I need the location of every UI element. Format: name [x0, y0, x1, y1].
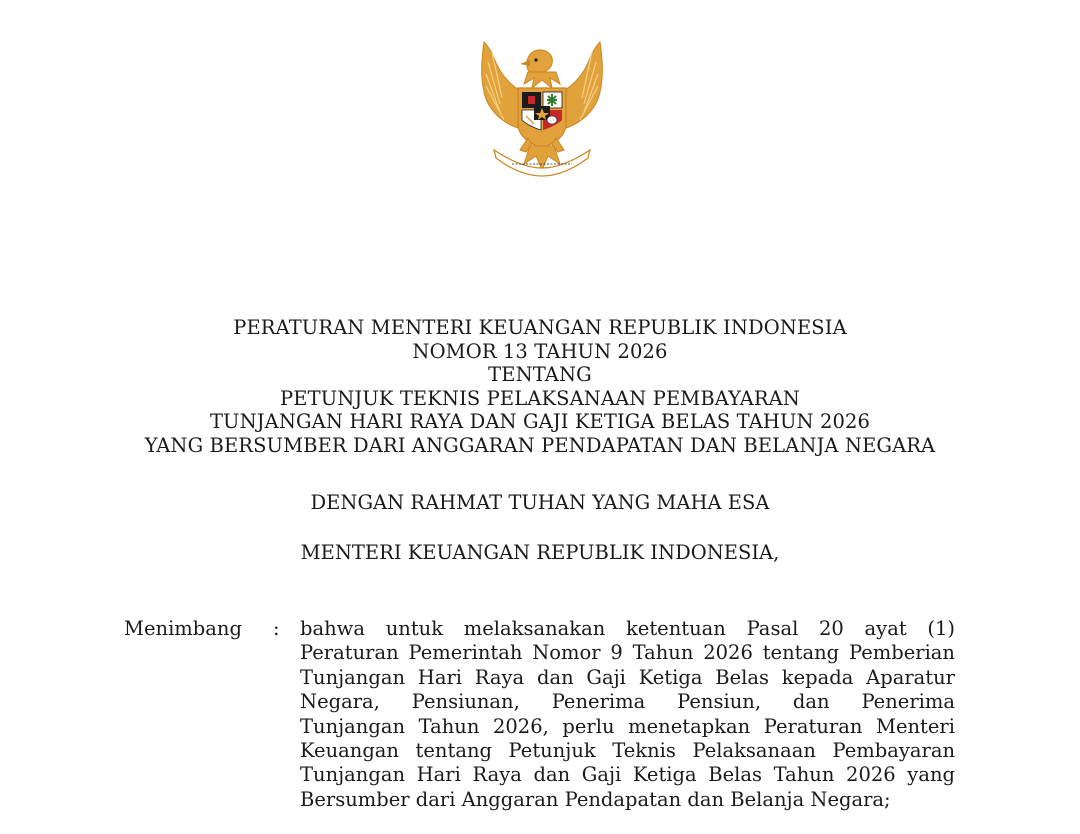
regulation-title: [0, 316, 1080, 457]
title-line: PETUNJUK TEKNIS PELAKSANAAN PEMBAYARAN: [280, 386, 800, 410]
minister-line: MENTERI KEUANGAN REPUBLIK INDONESIA,: [300, 541, 780, 564]
paragraph-line: Bersumber dari Anggaran Pendapatan dan Belanja Negara;: [300, 787, 891, 811]
title-line: TENTANG: [488, 363, 592, 386]
paragraph-line: Tunjangan Tahun 2026, perlu menetapkan Peraturan Menteri: [300, 714, 955, 738]
title-line: NOMOR 13 TAHUN 2026: [412, 339, 668, 363]
considering-label: Menimbang: [124, 617, 242, 640]
paragraph-line: bahwa untuk melaksanakan ketentuan Pasal 20 ayat (1): [300, 617, 955, 640]
title-line: TUNJANGAN HARI RAYA DAN GAJI KETIGA BELAS TAHUN 2026: [209, 410, 871, 433]
garuda-pancasila-icon: [472, 38, 612, 183]
blessing-line: DENGAN RAHMAT TUHAN YANG MAHA ESA: [310, 491, 770, 514]
title-line: YANG BERSUMBER DARI ANGGARAN PENDAPATAN DAN BELANJA NEGARA: [144, 433, 936, 457]
paragraph-line: Keuangan tentang Petunjuk Teknis Pelaksanaan Pembayaran: [300, 739, 955, 763]
title-line: PERATURAN MENTERI KEUANGAN REPUBLIK INDONESIA: [233, 316, 847, 339]
paragraph-line: Peraturan Pemerintah Nomor 9 Tahun 2026 tentang Pemberian: [300, 641, 955, 665]
paragraph-line: Tunjangan Hari Raya dan Gaji Ketiga Belas kepada Aparatur: [300, 665, 955, 689]
considering-colon: :: [273, 617, 280, 640]
paragraph-line: Tunjangan Hari Raya dan Gaji Ketiga Belas Tahun 2026 yang: [300, 763, 955, 787]
considering-paragraph: [300, 617, 955, 812]
paragraph-line: Negara, Pensiunan, Penerima Pensiun, dan Penerima: [300, 690, 955, 714]
